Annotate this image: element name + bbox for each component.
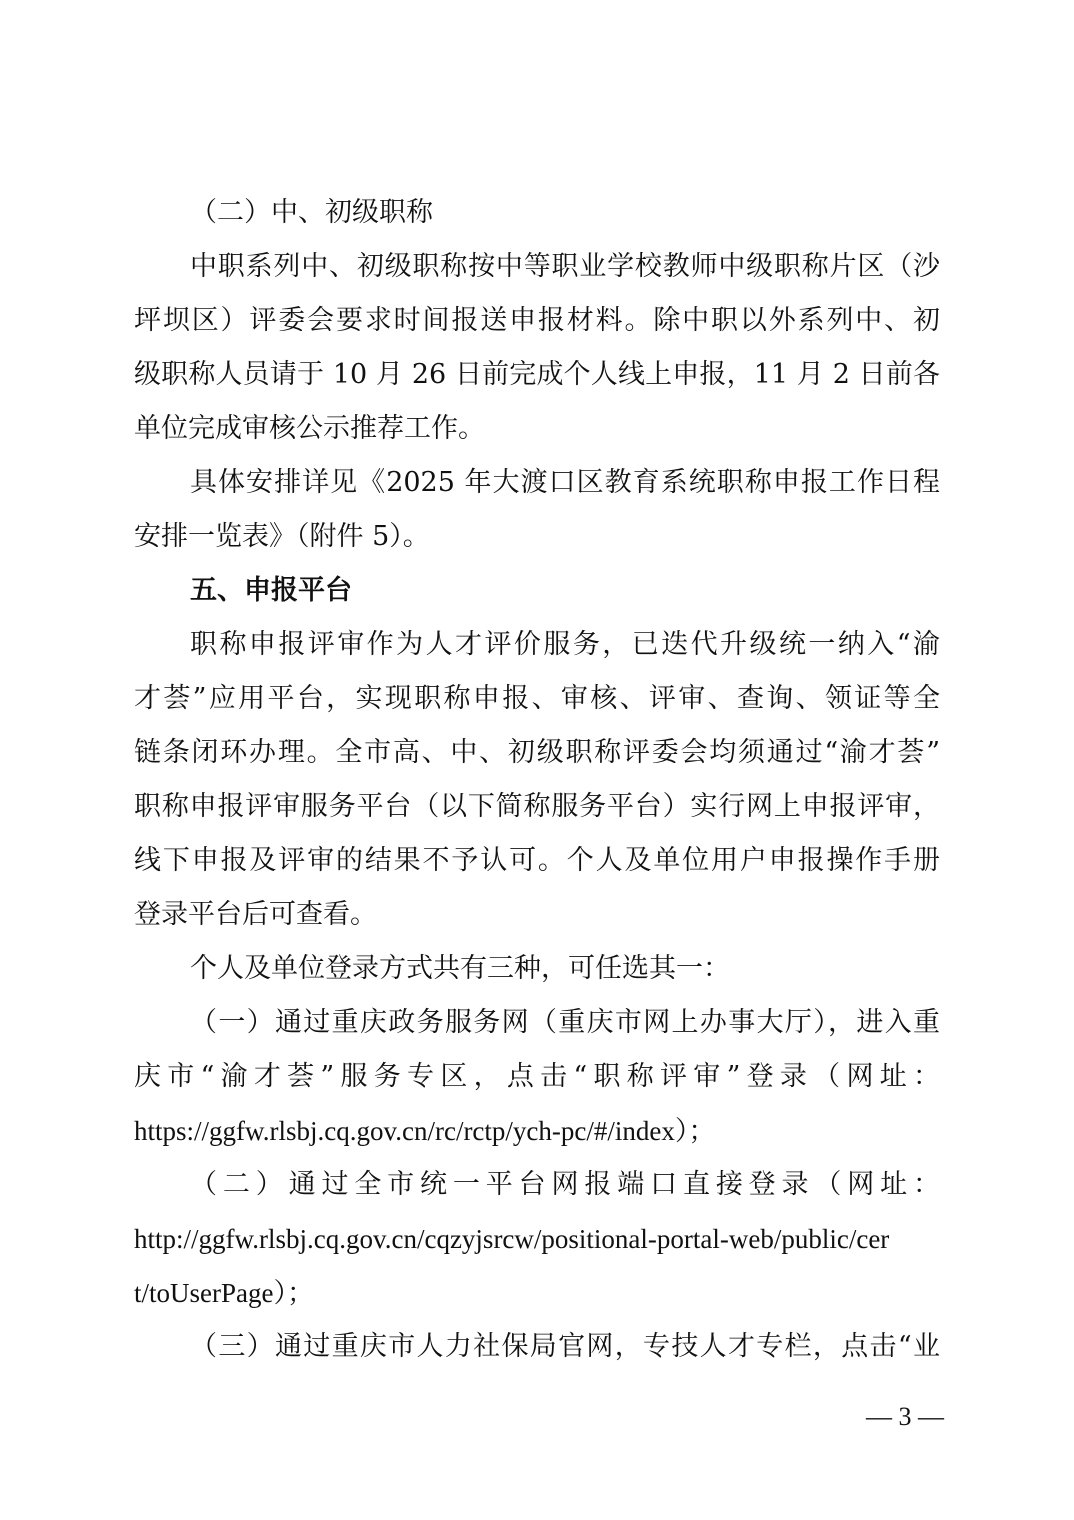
section-heading-platform: 五、申报平台 xyxy=(190,575,352,606)
paragraph-line: 职称申报评审作为人才评价服务，已迭代升级统一纳入“渝 xyxy=(190,629,940,660)
paragraph-line: 线下申报及评审的结果不予认可。个人及单位用户申报操作手册 xyxy=(134,845,940,876)
login-url-2: http://ggfw.rlsbj.cq.gov.cn/cqzyjsrcw/positional-portal-web/public/cer xyxy=(134,1224,890,1254)
paragraph-line: 中职系列中、初级职称按中等职业学校教师中级职称片区（沙 xyxy=(190,251,940,282)
page-number: — 3 — xyxy=(866,1402,944,1431)
section-heading-intermediate-junior: （二）中、初级职称 xyxy=(190,197,433,228)
paragraph-line: 具体安排详见《2025 年大渡口区教育系统职称申报工作日程 xyxy=(190,467,940,498)
paragraph-line: 链条闭环办理。全市高、中、初级职称评委会均须通过“渝才荟” xyxy=(134,737,940,768)
paragraph-line: 个人及单位登录方式共有三种，可任选其一： xyxy=(190,953,730,984)
paragraph-line: 安排一览表》（附件 5）。 xyxy=(134,521,430,552)
login-method-3: （三）通过重庆市人力社保局官网，专技人才专栏，点击“业 xyxy=(190,1331,940,1362)
login-method-1: 庆市“渝才荟”服务专区，点击“职称评审”登录（网址： xyxy=(134,1061,940,1092)
login-url-2: t/toUserPage）； xyxy=(134,1278,314,1308)
paragraph-line: 职称申报评审服务平台（以下简称服务平台）实行网上申报评审， xyxy=(134,791,940,822)
paragraph-line: 级职称人员请于 10 月 26 日前完成个人线上申报，11 月 2 日前各 xyxy=(134,359,940,390)
paragraph-line: 单位完成审核公示推荐工作。 xyxy=(134,413,485,444)
login-url-1: https://ggfw.rlsbj.cq.gov.cn/rc/rctp/ych-pc/#/index）； xyxy=(134,1116,716,1146)
login-method-2: （二）通过全市统一平台网报端口直接登录（网址： xyxy=(190,1169,940,1200)
paragraph-line: 登录平台后可查看。 xyxy=(134,899,377,930)
paragraph-line: 才荟”应用平台，实现职称申报、审核、评审、查询、领证等全 xyxy=(134,683,940,714)
login-method-1: （一）通过重庆政务服务网（重庆市网上办事大厅），进入重 xyxy=(190,1007,940,1038)
paragraph-line: 坪坝区）评委会要求时间报送申报材料。除中职以外系列中、初 xyxy=(134,305,940,336)
